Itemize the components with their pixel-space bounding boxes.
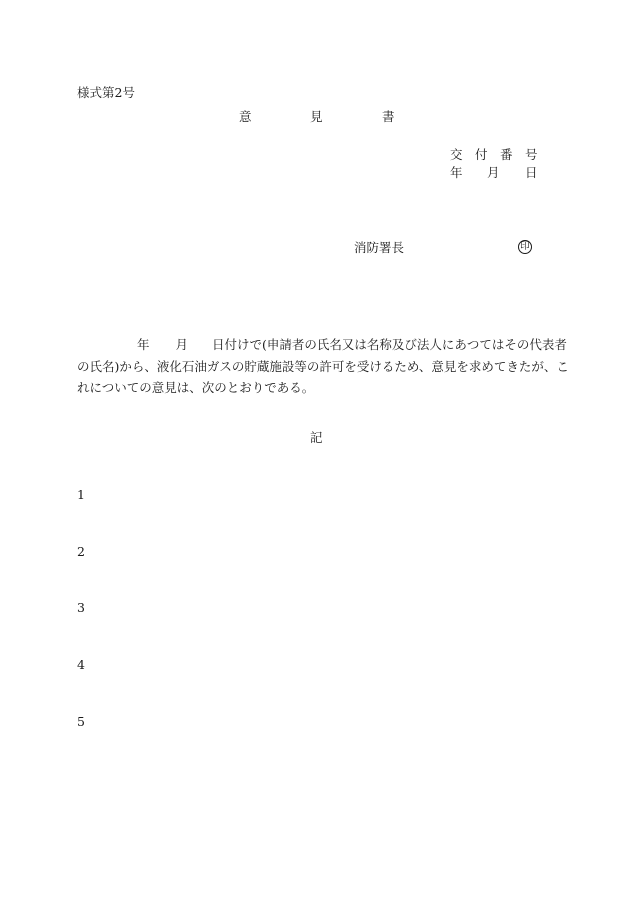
body-paragraph <box>77 334 569 399</box>
issue-char-1: 交 <box>450 147 463 162</box>
body-line-1-text: 日付けで(申請者の氏名又は名称及び法人にあつてはその代表者 <box>212 337 567 352</box>
body-year: 年 <box>137 337 150 352</box>
issue-char-3: 番 <box>500 147 513 162</box>
issue-char-4: 号 <box>525 147 538 162</box>
seal-mark: 印 <box>518 240 532 254</box>
form-number: 様式第2号 <box>77 85 135 100</box>
date-month: 月 <box>487 165 500 180</box>
body-month: 月 <box>175 337 189 352</box>
body-line-1 <box>77 334 567 356</box>
fire-chief-label: 消防署長 <box>354 240 405 255</box>
issue-char-2: 付 <box>475 147 488 162</box>
list-item-4: 4 <box>77 657 85 672</box>
list-item-3: 3 <box>77 600 85 615</box>
list-item-1: 1 <box>77 487 85 502</box>
date-year: 年 <box>450 165 463 180</box>
title-char-3: 書 <box>382 109 395 124</box>
title-char-1: 意 <box>239 109 252 124</box>
ki-heading: 記 <box>310 430 323 445</box>
body-line-2: の氏名)から、液化石油ガスの貯蔵施設等の許可を受けるため、意見を求めてきたが、こ <box>77 358 569 374</box>
title-char-2: 見 <box>310 109 323 124</box>
list-item-5: 5 <box>77 714 85 729</box>
list-item-2: 2 <box>77 544 85 559</box>
body-line-3: れについての意見は、次のとおりである。 <box>77 380 315 395</box>
date-day: 日 <box>525 165 538 180</box>
